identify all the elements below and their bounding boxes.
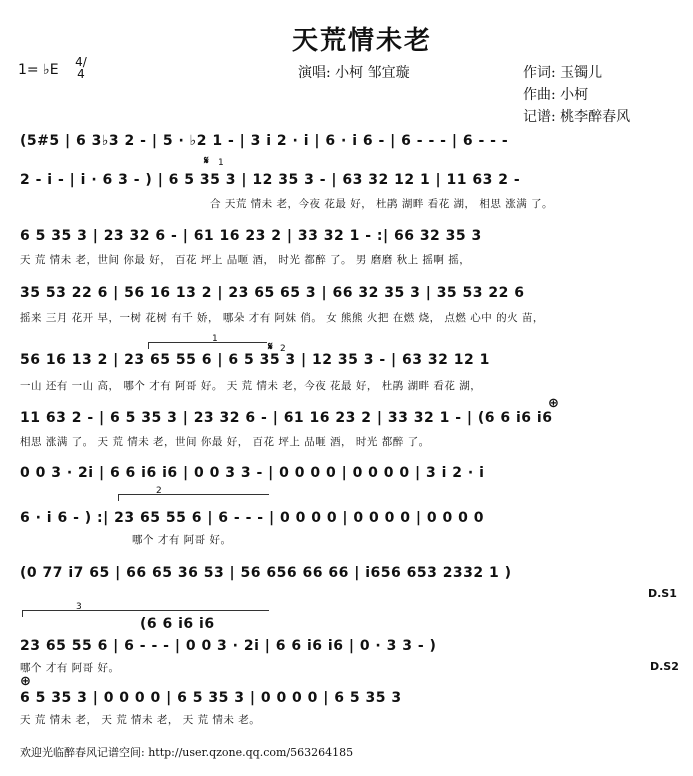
score-row-notes: 6 · i 6 - ) :| 23 65 55 6 | 6 - - - | 0 0 0 0 | 0 0 0 0 | 0 0 0 0 bbox=[20, 510, 484, 526]
score-row-notes: 35 53 22 6 | 56 16 13 2 | 23 65 65 3 | 66 32 35 3 | 35 53 22 6 bbox=[20, 285, 525, 301]
volta-bracket bbox=[148, 342, 267, 349]
segno-mark: 𝄋 bbox=[268, 340, 273, 353]
score-row-lyrics: 天 荒 情未 老，世间 你最 好， 百花 坪上 品咂 酒， 时光 都醉 了。 男 磨磨 秋上 摇啊 摇， bbox=[20, 254, 471, 266]
segno-number: 1 bbox=[218, 158, 224, 168]
score-row-notes: 2 - i - | i · 6 3 - ) | 6 5 35 3 | 12 35 3 - | 63 32 12 1 | 11 63 2 - bbox=[20, 172, 521, 188]
composer-credit: 作曲: 小柯 bbox=[523, 87, 589, 103]
coda-mark: ⊕ bbox=[20, 674, 31, 689]
score-row-lyrics: 合 天荒 情未 老，今夜 花最 好， 杜鹃 湖畔 看花 湖， 相思 涨满 了。 bbox=[210, 198, 554, 210]
score-row-lyrics: 一山 还有 一山 高， 哪个 才有 阿哥 好。 天 荒 情未 老，今夜 花最 好， 杜鹃 湖畔 看花 湖， bbox=[20, 380, 482, 392]
volta-number: 3 bbox=[76, 602, 82, 612]
ds2-mark: D.S2 bbox=[650, 660, 679, 673]
transcriber-credit: 记谱: 桃李醉春风 bbox=[523, 109, 631, 125]
score-row-notes: (0 77 i7 65 | 66 65 36 53 | 56 656 66 66 | i656 653 2332 1 ) bbox=[20, 565, 512, 581]
score-row-lyrics: 天 荒 情未 老， 天 荒 情未 老， 天 荒 情未 老。 bbox=[20, 714, 261, 726]
volta-bracket bbox=[118, 494, 269, 501]
score-row-lyrics: 哪个 才有 阿哥 好。 bbox=[20, 662, 120, 674]
segno-mark: 𝄋 bbox=[204, 154, 209, 167]
score-row-notes: 56 16 13 2 | 23 65 55 6 | 6 5 35 3 | 12 35 3 - | 63 32 12 1 bbox=[20, 352, 490, 368]
lyricist-credit: 作词: 玉镯儿 bbox=[523, 65, 603, 81]
time-signature: 4/4 bbox=[75, 55, 87, 81]
score-row-lyrics: 相思 涨满 了。 天 荒 情未 老，世间 你最 好， 百花 坪上 品咂 酒， 时光 都醉 了。 bbox=[20, 436, 430, 448]
score-row-notes: (6 6 i6 i6 bbox=[140, 616, 215, 632]
score-row-notes: 23 65 55 6 | 6 - - - | 0 0 3 · 2i | 6 6 i6 i6 | 0 · 3 3 - ) bbox=[20, 638, 437, 654]
score-row-notes: 6 5 35 3 | 23 32 6 - | 61 16 23 2 | 33 32 1 - :| 66 32 35 3 bbox=[20, 228, 482, 244]
volta-number: 1 bbox=[212, 334, 218, 344]
singer-credit: 演唱: 小柯 邹宜璇 bbox=[298, 65, 410, 81]
coda-mark: ⊕ bbox=[548, 396, 559, 411]
footer-credit: 欢迎光临醉春风记谱空间: http://user.qzone.qq.com/563264185 bbox=[20, 746, 354, 759]
score-row-notes: 0 0 3 · 2i | 6 6 i6 i6 | 0 0 3 3 - | 0 0 0 0 | 0 0 0 0 | 3 i 2 · i bbox=[20, 465, 485, 481]
score-row-notes: (5#5 | 6 3♭3 2 - | 5 · ♭2 1 - | 3 i 2 · i | 6 · i 6 - | 6 - - - | 6 - - - bbox=[20, 133, 509, 149]
score-row-notes: 11 63 2 - | 6 5 35 3 | 23 32 6 - | 61 16 23 2 | 33 32 1 - | (6 6 i6 i6 bbox=[20, 410, 553, 426]
song-title: 天荒情未老 bbox=[292, 26, 433, 56]
segno-number: 2 bbox=[280, 344, 286, 354]
score-row-notes: 6 5 35 3 | 0 0 0 0 | 6 5 35 3 | 0 0 0 0 | 6 5 35 3 bbox=[20, 690, 402, 706]
key-signature: 1= ♭E bbox=[18, 62, 59, 78]
volta-number: 2 bbox=[156, 486, 162, 496]
ds1-mark: D.S1 bbox=[648, 587, 677, 600]
score-row-lyrics: 摇来 三月 花开 早，一树 花树 有千 娇， 哪朵 才有 阿妹 俏。 女 熊熊 火把 在燃 烧， 点燃 心中 的火 苗， bbox=[20, 312, 544, 324]
score-row-lyrics: 哪个 才有 阿哥 好。 bbox=[132, 534, 232, 546]
